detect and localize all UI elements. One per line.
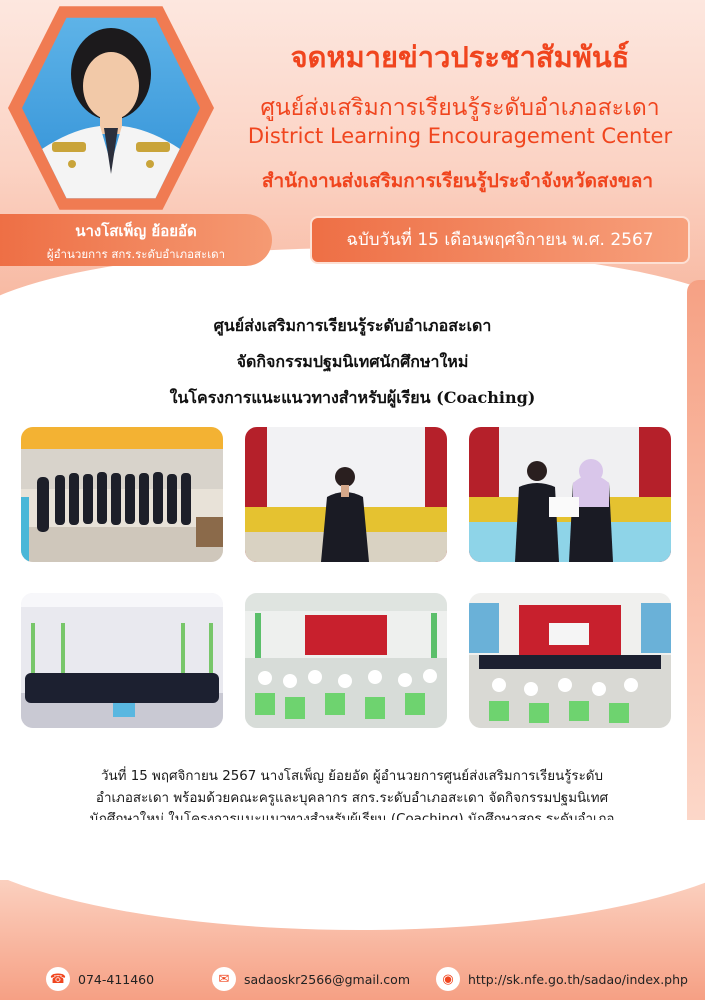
student-audience-photo [245, 593, 447, 728]
website-link[interactable]: http://sk.nfe.go.th/sadao/index.php [468, 971, 688, 987]
director-nameplate [0, 214, 272, 266]
body-line: วันที่ 15 พฤศจิกายน 2567 นางโสเพ็ญ ย้อยอัด ผู้อำนวยการศูนย์ส่งเสริมการเรียนรู้ระดับ [100, 769, 603, 784]
center-name-thai: ศูนย์ส่งเสริมการเรียนรู้ระดับอำเภอสะเดา [260, 95, 660, 121]
center-name-english: District Learning Encouragement Center [247, 124, 673, 148]
body-line: อำเภอสะเดา พร้อมด้วยคณะครูและบุคลากร สกร.ระดับอำเภอสะเดา จัดกิจกรรมปฐมนิเทศ [95, 790, 609, 806]
office-name: สำนักงานส่งเสริมการเรียนรู้ประจำจังหวัดสงขลา [261, 170, 654, 192]
issue-date-badge: ฉบับวันที่ 15 เดือนพฤศจิกายน พ.ศ. 2567 [310, 216, 690, 264]
phone-icon: ☎ [46, 967, 70, 991]
phone-number: 074-411460 [78, 971, 155, 987]
contact-phone [46, 966, 154, 992]
headline-line-2: จัดกิจกรรมปฐมนิเทศนักศึกษาใหม่ [236, 352, 469, 371]
headline-line-3: ในโครงการแนะแนวทางสำหรับผู้เรียน (Coaching) [169, 388, 536, 407]
contact-website[interactable] [436, 966, 688, 992]
speaker-microphone-photo [245, 427, 447, 562]
side-accent-strip [687, 280, 705, 840]
email-address[interactable]: sadaoskr2566@gmail.com [244, 971, 411, 987]
hall-audience-photo [469, 593, 671, 728]
staff-lineup-photo [21, 593, 223, 728]
contact-email[interactable] [212, 966, 410, 992]
headline-line-1: ศูนย์ส่งเสริมการเรียนรู้ระดับอำเภอสะเดา [213, 316, 492, 335]
email-icon: ✉ [212, 967, 236, 991]
newsletter-title: จดหมายข่าวประชาสัมพันธ์ [290, 40, 630, 74]
director-name: นางโสเพ็ญ ย้อยอัด [75, 222, 197, 240]
group-staff-photo [21, 427, 223, 562]
certificate-award-photo [469, 427, 671, 562]
globe-icon: ◉ [436, 967, 460, 991]
director-position: ผู้อำนวยการ สกร.ระดับอำเภอสะเดา [46, 247, 226, 261]
